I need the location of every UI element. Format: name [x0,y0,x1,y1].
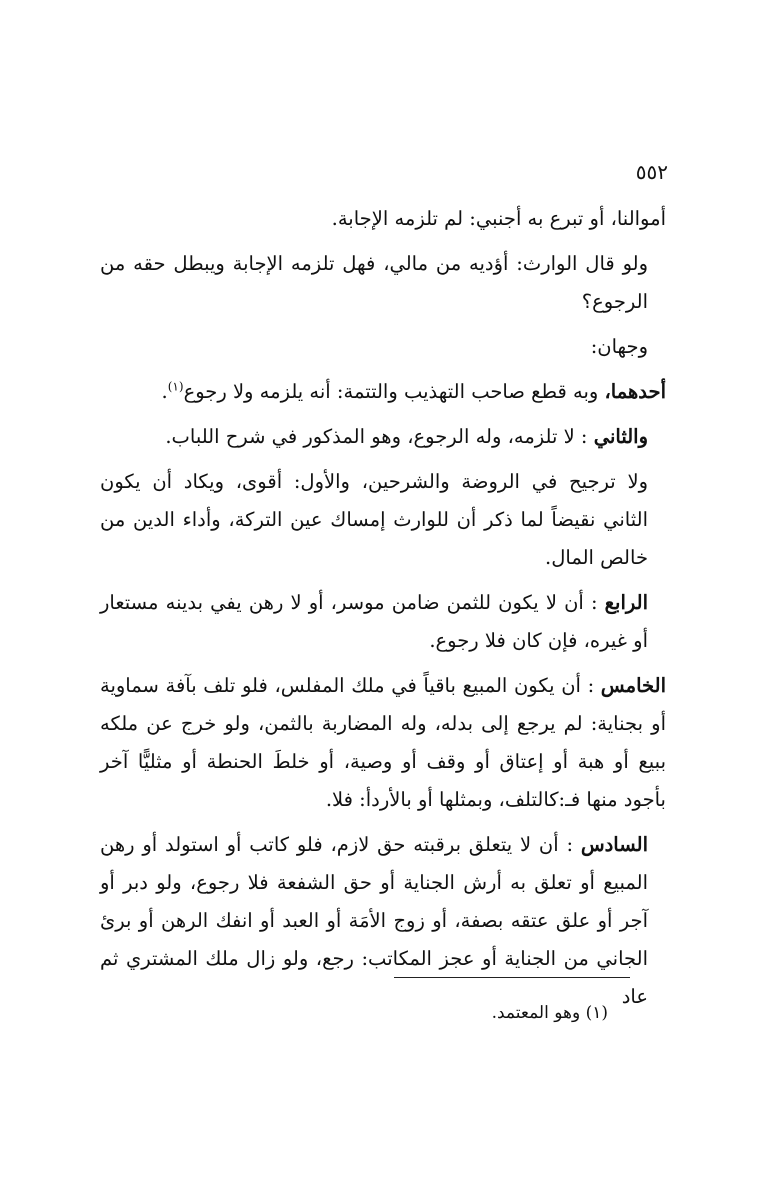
paragraph-6 [100,463,666,577]
paragraph-text: : أن يكون المبيع باقياً في ملك المفلس، فلو تلف بآفة سماوية أو بجناية: لم يرجع إلى بدله، وله المضاربة بالثمن، ولو خرج عن ملكه ببيع أو هبة أو إعتاق أو وقف أو وصية، أو خلطَ الحنطة أو مثليًّا آخر بأجود منها فـ:كالتلف، وبمثلها أو بالأردأ: فلا. [100,674,666,811]
paragraph-text: وبه قطع صاحب التهذيب والتتمة: أنه يلزمه ولا رجوع [183,380,605,403]
footnote: (١) وهو المعتمد. [491,1003,608,1023]
paragraph-lead: أحدهما، [604,380,666,403]
paragraph-5 [100,418,666,456]
page-number: ٥٥٢ [635,160,668,184]
paragraph-tail: . [161,380,168,403]
footnote-divider [394,977,630,978]
paragraph-text: ولو قال الوارث: أؤديه من مالي، فهل تلزمه الإجابة ويبطل حقه من الرجوع؟ [100,252,648,313]
paragraph-4 [100,373,666,411]
paragraph-lead: الخامس [600,674,666,697]
paragraph-9 [100,826,666,1016]
paragraph-lead: الرابع [604,591,648,614]
paragraph-1 [100,200,666,238]
paragraph-lead: السادس [580,833,648,856]
main-text [100,200,666,1023]
paragraph-2 [100,245,666,321]
paragraph-lead: والثاني [593,425,648,448]
paragraph-text: : أن لا يتعلق برقبته حق لازم، فلو كاتب أو استولد أو رهن المبيع أو تعلق به أرش الجناية أو حق الشفعة فلا رجوع، ولو دبر أو آجر أو علق عتقه بصفة، أو زوج الأمَة أو العبد أو انفك الرهن أو برئ الجاني من الجناية أو عجز المكاتب: رجع، ولو زال ملك المشتري ثم عاد [100,833,648,1008]
paragraph-8 [100,667,666,819]
paragraph-text: : أن لا يكون للثمن ضامن موسر، أو لا رهن يفي بدينه مستعار أو غيره، فإن كان فلا رجوع. [100,591,648,652]
paragraph-3 [100,328,666,366]
paragraph-text: وجهان: [590,335,648,358]
paragraph-7 [100,584,666,660]
footnote-reference[interactable]: (١) [167,379,184,394]
paragraph-text: : لا تلزمه، وله الرجوع، وهو المذكور في شرح اللباب. [165,425,594,448]
paragraph-text: ولا ترجيح في الروضة والشرحين، والأول: أقوى، ويكاد أن يكون الثاني نقيضاً لما ذكر أن للوارث إمساك عين التركة، وأداء الدين من خالص المال. [100,470,648,569]
paragraph-text: أموالنا، أو تبرع به أجنبي: لم تلزمه الإجابة. [331,207,666,230]
